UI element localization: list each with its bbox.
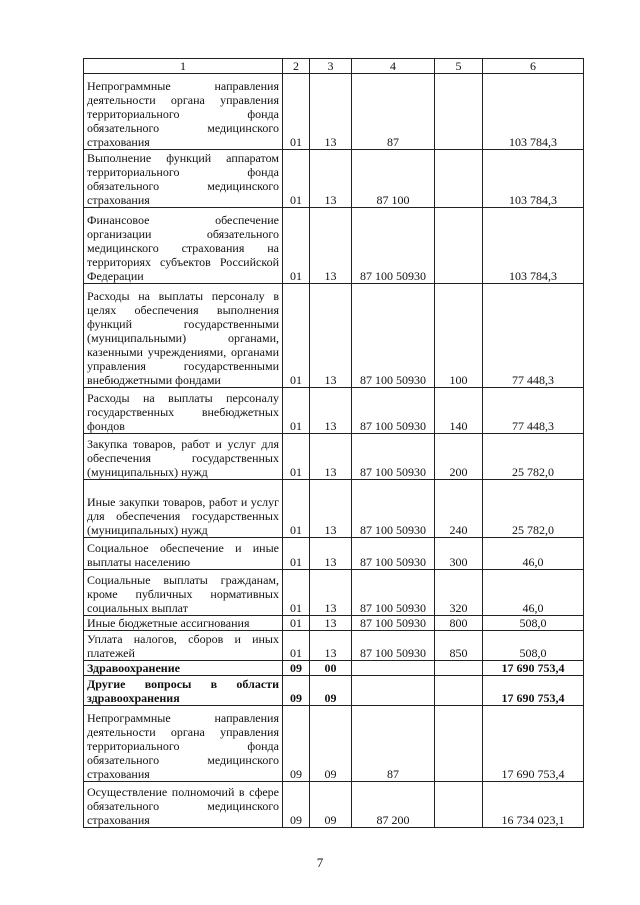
- row-amount: 17 690 753,4: [483, 706, 584, 782]
- row-section: 09: [283, 676, 310, 706]
- row-subsection: 13: [310, 570, 352, 616]
- budget-table: [83, 58, 584, 828]
- row-amount: 103 784,3: [483, 208, 584, 284]
- row-name: Другие вопросы в области здравоохранения: [84, 676, 283, 706]
- row-expense-type: 320: [435, 570, 483, 616]
- row-expense-type: [435, 150, 483, 208]
- header-cell: 4: [352, 59, 435, 74]
- table-row: [84, 208, 584, 284]
- row-expense-type: [435, 74, 483, 150]
- table-row: [84, 782, 584, 828]
- table-row: [84, 538, 584, 570]
- row-subsection: 09: [310, 706, 352, 782]
- header-cell: 6: [483, 59, 584, 74]
- row-subsection: 09: [310, 676, 352, 706]
- row-target-article: [352, 676, 435, 706]
- row-subsection: 13: [310, 616, 352, 631]
- page-number: 7: [316, 855, 324, 870]
- row-expense-type: 240: [435, 480, 483, 538]
- row-subsection: 13: [310, 388, 352, 434]
- row-section: 01: [283, 388, 310, 434]
- row-expense-type: [435, 676, 483, 706]
- row-target-article: 87 100 50930: [352, 480, 435, 538]
- row-expense-type: [435, 706, 483, 782]
- row-section: 01: [283, 570, 310, 616]
- row-expense-type: 850: [435, 631, 483, 661]
- row-target-article: 87: [352, 706, 435, 782]
- row-name: Расходы на выплаты персоналу в целях обеспечения выполнения функций государственными (муниципальными) органами, казенными учреждениями, органами управления государственными внебюджетными фондами: [84, 284, 283, 388]
- row-section: 01: [283, 616, 310, 631]
- row-name: Иные бюджетные ассигнования: [84, 616, 283, 631]
- row-subsection: 13: [310, 74, 352, 150]
- table-row: [84, 434, 584, 480]
- row-target-article: 87 100 50930: [352, 284, 435, 388]
- row-subsection: 00: [310, 661, 352, 676]
- header-cell: 3: [310, 59, 352, 74]
- row-target-article: 87 100 50930: [352, 616, 435, 631]
- row-subsection: 13: [310, 208, 352, 284]
- row-target-article: 87 100 50930: [352, 388, 435, 434]
- row-expense-type: 800: [435, 616, 483, 631]
- row-subsection: 13: [310, 480, 352, 538]
- row-amount: 25 782,0: [483, 480, 584, 538]
- row-target-article: 87 100 50930: [352, 434, 435, 480]
- row-amount: 46,0: [483, 538, 584, 570]
- row-section: 01: [283, 434, 310, 480]
- row-target-article: 87 100 50930: [352, 538, 435, 570]
- row-name: Социальные выплаты гражданам, кроме публичных нормативных социальных выплат: [84, 570, 283, 616]
- table-row: [84, 284, 584, 388]
- row-amount: 77 448,3: [483, 388, 584, 434]
- table-row: [84, 150, 584, 208]
- row-expense-type: [435, 782, 483, 828]
- row-section: 09: [283, 782, 310, 828]
- row-name: Здравоохранение: [84, 661, 283, 676]
- header-row: [84, 59, 584, 74]
- row-section: 01: [283, 208, 310, 284]
- row-subsection: 13: [310, 631, 352, 661]
- row-section: 01: [283, 538, 310, 570]
- table-row: [84, 388, 584, 434]
- row-section: 01: [283, 631, 310, 661]
- row-expense-type: 140: [435, 388, 483, 434]
- header-cell: 1: [84, 59, 283, 74]
- table-row: [84, 616, 584, 631]
- row-amount: 103 784,3: [483, 74, 584, 150]
- header-cell: 2: [283, 59, 310, 74]
- row-name: Уплата налогов, сборов и иных платежей: [84, 631, 283, 661]
- row-section: 01: [283, 74, 310, 150]
- row-section: 01: [283, 150, 310, 208]
- row-expense-type: [435, 208, 483, 284]
- row-target-article: 87: [352, 74, 435, 150]
- row-name: Непрограммные направления деятельности органа управления территориального фонда обязательного медицинского страхования: [84, 706, 283, 782]
- row-expense-type: 200: [435, 434, 483, 480]
- row-subsection: 13: [310, 284, 352, 388]
- row-section: 09: [283, 706, 310, 782]
- row-subsection: 13: [310, 434, 352, 480]
- row-amount: 46,0: [483, 570, 584, 616]
- row-amount: 17 690 753,4: [483, 661, 584, 676]
- row-section: 09: [283, 661, 310, 676]
- row-name: Расходы на выплаты персоналу государственных внебюджетных фондов: [84, 388, 283, 434]
- row-amount: 508,0: [483, 631, 584, 661]
- row-subsection: 09: [310, 782, 352, 828]
- row-subsection: 13: [310, 150, 352, 208]
- row-name: Социальное обеспечение и иные выплаты населению: [84, 538, 283, 570]
- row-target-article: 87 100 50930: [352, 631, 435, 661]
- row-amount: 103 784,3: [483, 150, 584, 208]
- row-target-article: [352, 661, 435, 676]
- row-name: Закупка товаров, работ и услуг для обеспечения государственных (муниципальных) нужд: [84, 434, 283, 480]
- row-amount: 25 782,0: [483, 434, 584, 480]
- row-target-article: 87 100 50930: [352, 208, 435, 284]
- row-target-article: 87 100: [352, 150, 435, 208]
- row-section: 01: [283, 284, 310, 388]
- row-amount: 16 734 023,1: [483, 782, 584, 828]
- row-amount: 77 448,3: [483, 284, 584, 388]
- row-target-article: 87 200: [352, 782, 435, 828]
- table-row: [84, 570, 584, 616]
- table-row: [84, 631, 584, 661]
- row-amount: 508,0: [483, 616, 584, 631]
- table-row: [84, 706, 584, 782]
- row-section: 01: [283, 480, 310, 538]
- table-row: [84, 661, 584, 676]
- table-row: [84, 676, 584, 706]
- header-cell: 5: [435, 59, 483, 74]
- row-name: Осуществление полномочий в сфере обязательного медицинского страхования: [84, 782, 283, 828]
- row-name: Выполнение функций аппаратом территориального фонда обязательного медицинского страхования: [84, 150, 283, 208]
- table-row: [84, 480, 584, 538]
- row-name: Финансовое обеспечение организации обязательного медицинского страхования на территориях субъектов Российской Федерации: [84, 208, 283, 284]
- table-row: [84, 74, 584, 150]
- row-subsection: 13: [310, 538, 352, 570]
- row-expense-type: [435, 661, 483, 676]
- row-amount: 17 690 753,4: [483, 676, 584, 706]
- row-expense-type: 100: [435, 284, 483, 388]
- row-name: Непрограммные направления деятельности органа управления территориального фонда обязательного медицинского страхования: [84, 74, 283, 150]
- row-name: Иные закупки товаров, работ и услуг для обеспечения государственных (муниципальных) нужд: [84, 480, 283, 538]
- row-expense-type: 300: [435, 538, 483, 570]
- row-target-article: 87 100 50930: [352, 570, 435, 616]
